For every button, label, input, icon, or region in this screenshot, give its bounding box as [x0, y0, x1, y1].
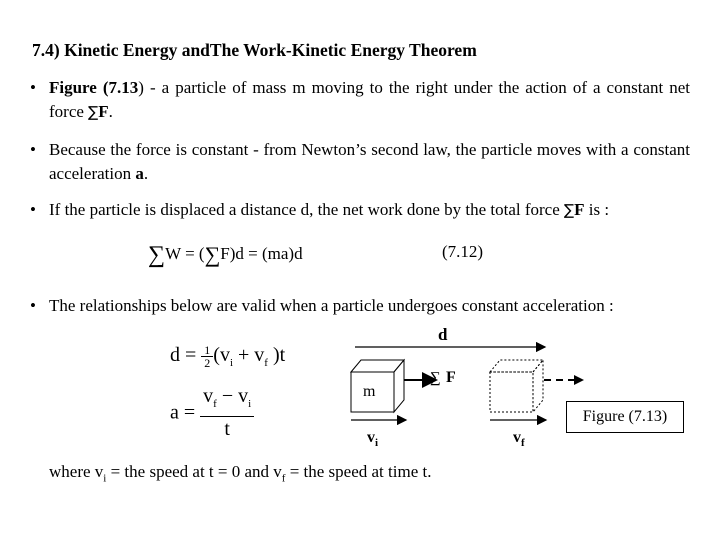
bullet-dot: • — [30, 78, 36, 97]
force-sigma: ∑ — [430, 370, 441, 386]
final-velocity-label: $v_f$ — [513, 429, 525, 449]
mass-label: m — [363, 383, 376, 400]
initial-velocity-label: $v_i$ — [367, 429, 379, 449]
work-equation: ∑W = (∑F)d = (ma)d — [148, 242, 303, 268]
equation-number: (7.12) — [442, 242, 484, 261]
displacement-label: d — [438, 325, 448, 344]
acceleration-equation: a = $\frac{v_f - v_i}{t}$ — [170, 384, 254, 441]
bullet-kinematic-relations: • The relationships below are valid when a particle undergoes constant acceleration : — [30, 294, 690, 318]
one-half-fraction: $\frac{1}{2}$ — [201, 344, 213, 369]
figure-reference: Figure (7.13 — [49, 78, 139, 97]
displacement-equation: d = $\frac{1}{2}$ ($v_i + v_f$ )t — [170, 343, 286, 370]
acceleration-fraction: $\frac{v_f - v_i}{t}$ — [200, 384, 254, 441]
variable-definitions: where $v_i$ = the speed at t = 0 and $v_f$ = the speed at time t. — [49, 462, 432, 485]
mass-block-dashed — [490, 360, 543, 412]
bullet-dot: • — [30, 140, 36, 159]
mass-block-solid — [351, 360, 404, 412]
slide-title: 7.4) Kinetic Energy andThe Work-Kinetic Energy Theorem — [32, 40, 477, 60]
bullet-constant-acceleration: • Because the force is constant - from Newton’s second law, the particle moves with a constant acceleration a. — [30, 140, 690, 183]
bullet-net-work: • If the particle is displaced a distance d, the net work done by the total force ∑F is : — [30, 198, 690, 222]
bullet-figure-description: • Figure (7.13) - a particle of mass m moving to the right under the action of a constant net force ∑F. — [30, 78, 690, 121]
bullet-dot: • — [30, 200, 36, 219]
bullet-dot: • — [30, 296, 36, 315]
figure-caption-box: Figure (7.13) — [566, 401, 684, 433]
force-label: F — [446, 369, 456, 386]
